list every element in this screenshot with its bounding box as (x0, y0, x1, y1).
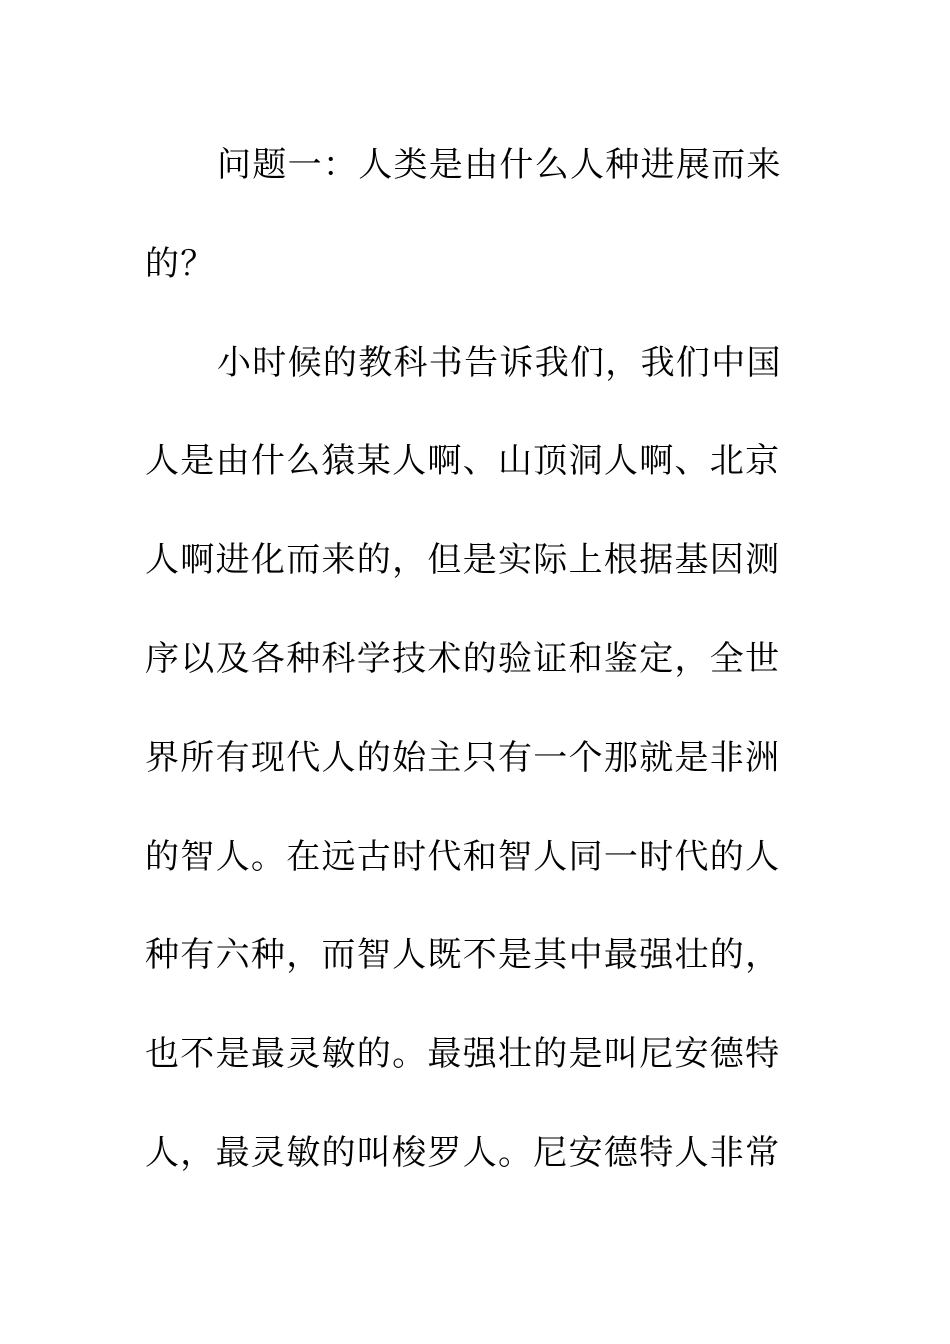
body-line-5: 界所有现代人的始主只有一个那就是非洲 (145, 737, 781, 778)
body-line-9: 人，最灵敏的叫梭罗人。尼安德特人非常 (145, 1132, 781, 1173)
body-line-2: 人是由什么猿某人啊、山顶洞人啊、北京 (145, 441, 781, 482)
document-text (145, 116, 785, 1203)
body-line-7: 种有六种，而智人既不是其中最强壮的， (145, 935, 781, 976)
body-line-1: 小时候的教科书告诉我们，我们中国 (217, 342, 782, 383)
heading-line-2: 的？ (145, 243, 216, 284)
body-line-8: 也不是最灵敏的。最强壮的是叫尼安德特 (145, 1034, 781, 1075)
body-line-4: 序以及各种科学技术的验证和鉴定，全世 (145, 638, 781, 679)
heading-line-1: 问题一：人类是由什么人种进展而来 (217, 145, 782, 185)
body-line-6: 的智人。在远古时代和智人同一时代的人 (145, 836, 781, 877)
body-line-3: 人啊进化而来的，但是实际上根据基因测 (145, 540, 781, 581)
